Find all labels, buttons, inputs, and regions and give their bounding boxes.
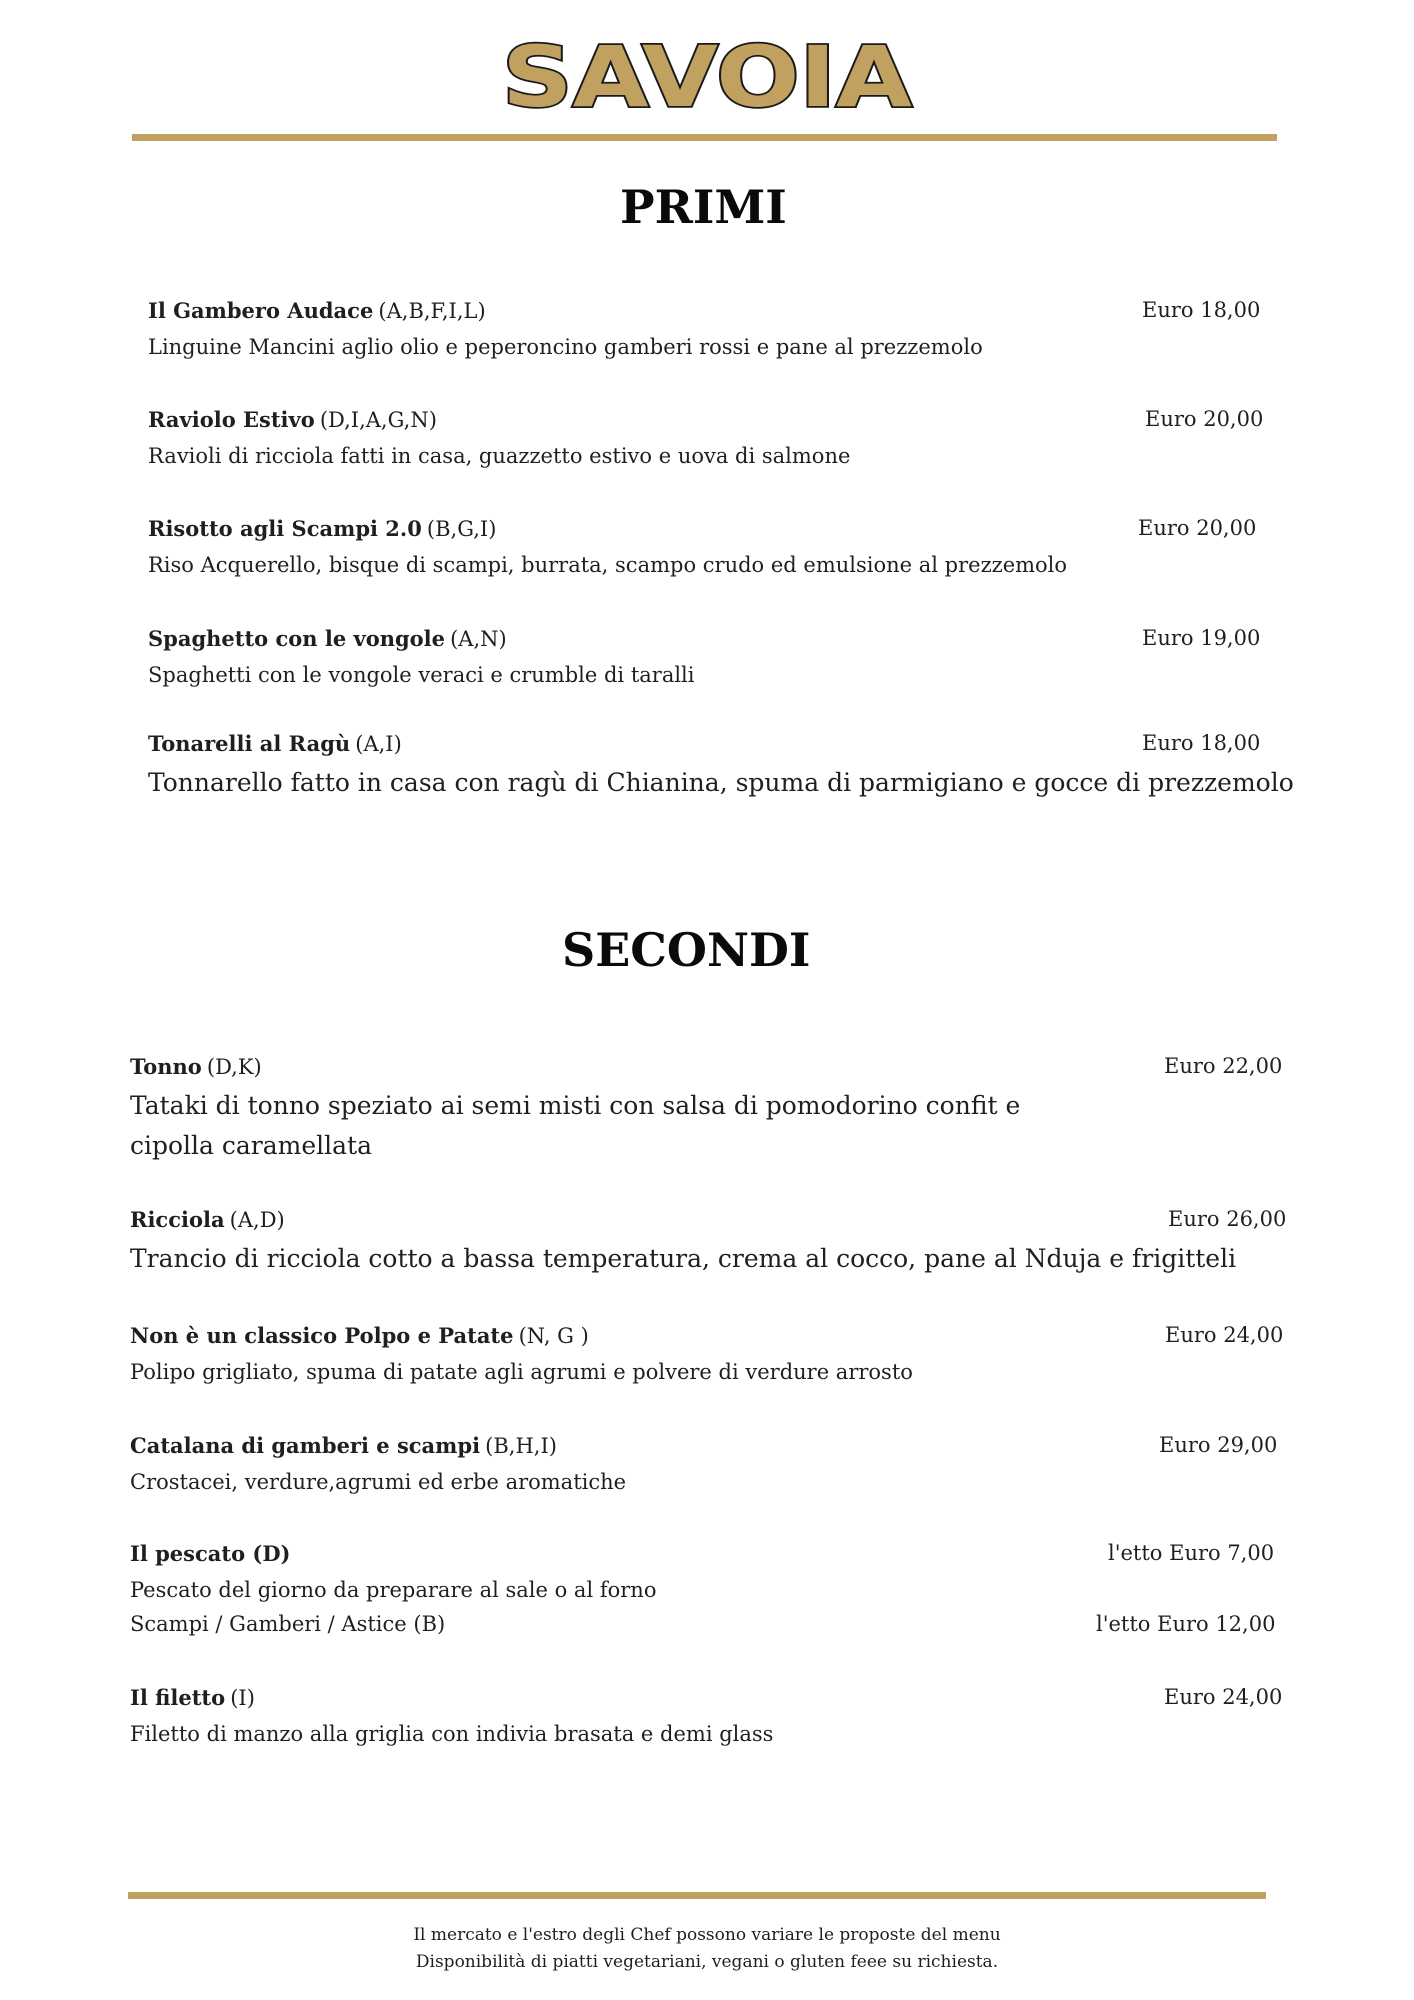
item-price: l'etto Euro 7,00 bbox=[1108, 1541, 1275, 1565]
menu-item bbox=[130, 1054, 1283, 1166]
item-description: Polipo grigliato, spuma di patate agli agrumi e polvere di verdure arrosto bbox=[130, 1360, 913, 1384]
item-name: Il filetto bbox=[130, 1685, 226, 1710]
item-description: Tataki di tonno speziato ai semi misti con salsa di pomodorino confit e bbox=[130, 1091, 1021, 1120]
item-name: Ricciola bbox=[130, 1207, 225, 1232]
item-price: Euro 20,00 bbox=[1145, 407, 1264, 431]
item-allergens: (N, G ) bbox=[518, 1324, 589, 1348]
item-description: Pescato del giorno da preparare al sale o al forno bbox=[130, 1578, 657, 1602]
item-name: Raviolo Estivo bbox=[148, 407, 315, 432]
item-name: Tonno bbox=[130, 1054, 202, 1079]
item-price: Euro 29,00 bbox=[1159, 1433, 1278, 1457]
item-sub-description: Scampi / Gamberi / Astice (B) bbox=[130, 1612, 446, 1636]
item-name: Il pescato (D) bbox=[130, 1541, 291, 1566]
item-price: Euro 22,00 bbox=[1164, 1054, 1283, 1078]
footer-line-2: Disponibilità di piatti vegetariani, vegani o gluten feee su richiesta. bbox=[415, 1952, 999, 1972]
menu-item bbox=[130, 1207, 1287, 1279]
item-name: Il Gambero Audace bbox=[148, 298, 374, 323]
item-name: Non è un classico Polpo e Patate bbox=[130, 1323, 514, 1348]
primi-title: PRIMI bbox=[620, 180, 787, 234]
footer-line-1: Il mercato e l'estro degli Chef possono variare le proposte del menu bbox=[413, 1925, 1001, 1945]
bottom-divider bbox=[128, 1892, 1266, 1899]
secondi-title: SECONDI bbox=[562, 923, 811, 977]
menu-item bbox=[148, 626, 1278, 692]
item-sub-line bbox=[130, 1607, 1280, 1641]
savoia-logo-wordmark bbox=[492, 30, 922, 120]
item-price: Euro 20,00 bbox=[1138, 516, 1257, 540]
item-description: Crostacei, verdure,agrumi ed erbe aromatiche bbox=[130, 1470, 627, 1494]
menu-item bbox=[130, 1323, 1284, 1389]
menu-item bbox=[148, 516, 1278, 582]
item-allergens: (D,K) bbox=[206, 1055, 262, 1079]
item-price: Euro 24,00 bbox=[1165, 1323, 1284, 1347]
footer-note bbox=[0, 1922, 1414, 1976]
item-allergens: (B,H,I) bbox=[485, 1434, 557, 1458]
item-description-cont: cipolla caramellata bbox=[130, 1131, 373, 1160]
item-description: Linguine Mancini aglio olio e peperoncino gamberi rossi e pane al prezzemolo bbox=[148, 335, 983, 359]
item-allergens: (D,I,A,G,N) bbox=[319, 408, 437, 432]
item-price: Euro 26,00 bbox=[1168, 1207, 1287, 1231]
menu-item bbox=[148, 731, 1294, 803]
top-divider bbox=[132, 134, 1277, 141]
menu-item bbox=[148, 407, 1278, 473]
item-allergens: (A,B,F,I,L) bbox=[378, 299, 486, 323]
item-price: Euro 18,00 bbox=[1142, 298, 1261, 322]
item-description: Trancio di ricciola cotto a bassa temperatura, crema al cocco, pane al Nduja e frigitteli bbox=[130, 1244, 1237, 1273]
menu-item bbox=[148, 298, 1278, 364]
item-description: Tonnarello fatto in casa con ragù di Chianina, spuma di parmigiano e gocce di prezzemolo bbox=[148, 768, 1294, 797]
item-name: Risotto agli Scampi 2.0 bbox=[148, 516, 422, 541]
item-name: Spaghetto con le vongole bbox=[148, 626, 446, 651]
item-price: Euro 18,00 bbox=[1142, 731, 1261, 755]
item-price: Euro 19,00 bbox=[1142, 626, 1261, 650]
menu-item bbox=[130, 1541, 1280, 1641]
item-sub-price: l'etto Euro 12,00 bbox=[1096, 1612, 1276, 1636]
item-allergens: (A,N) bbox=[450, 627, 507, 651]
savoia-logo bbox=[0, 30, 1414, 120]
item-name: Tonarelli al Ragù bbox=[148, 731, 351, 756]
item-allergens: (B,G,I) bbox=[426, 517, 497, 541]
item-allergens: (A,D) bbox=[229, 1208, 285, 1232]
logo-text: SAVOIA bbox=[502, 30, 912, 120]
item-allergens: (A,I) bbox=[355, 732, 402, 756]
item-name: Catalana di gamberi e scampi bbox=[130, 1433, 481, 1458]
item-price: Euro 24,00 bbox=[1164, 1685, 1283, 1709]
item-description: Spaghetti con le vongole veraci e crumble di taralli bbox=[148, 663, 695, 687]
menu-item bbox=[130, 1685, 1283, 1751]
item-allergens: (I) bbox=[230, 1686, 255, 1710]
item-description: Ravioli di ricciola fatti in casa, guazzetto estivo e uova di salmone bbox=[148, 444, 851, 468]
item-description: Riso Acquerello, bisque di scampi, burrata, scampo crudo ed emulsione al prezzemolo bbox=[148, 553, 1068, 577]
item-description: Filetto di manzo alla griglia con indivia brasata e demi glass bbox=[130, 1722, 774, 1746]
menu-item bbox=[130, 1433, 1280, 1499]
